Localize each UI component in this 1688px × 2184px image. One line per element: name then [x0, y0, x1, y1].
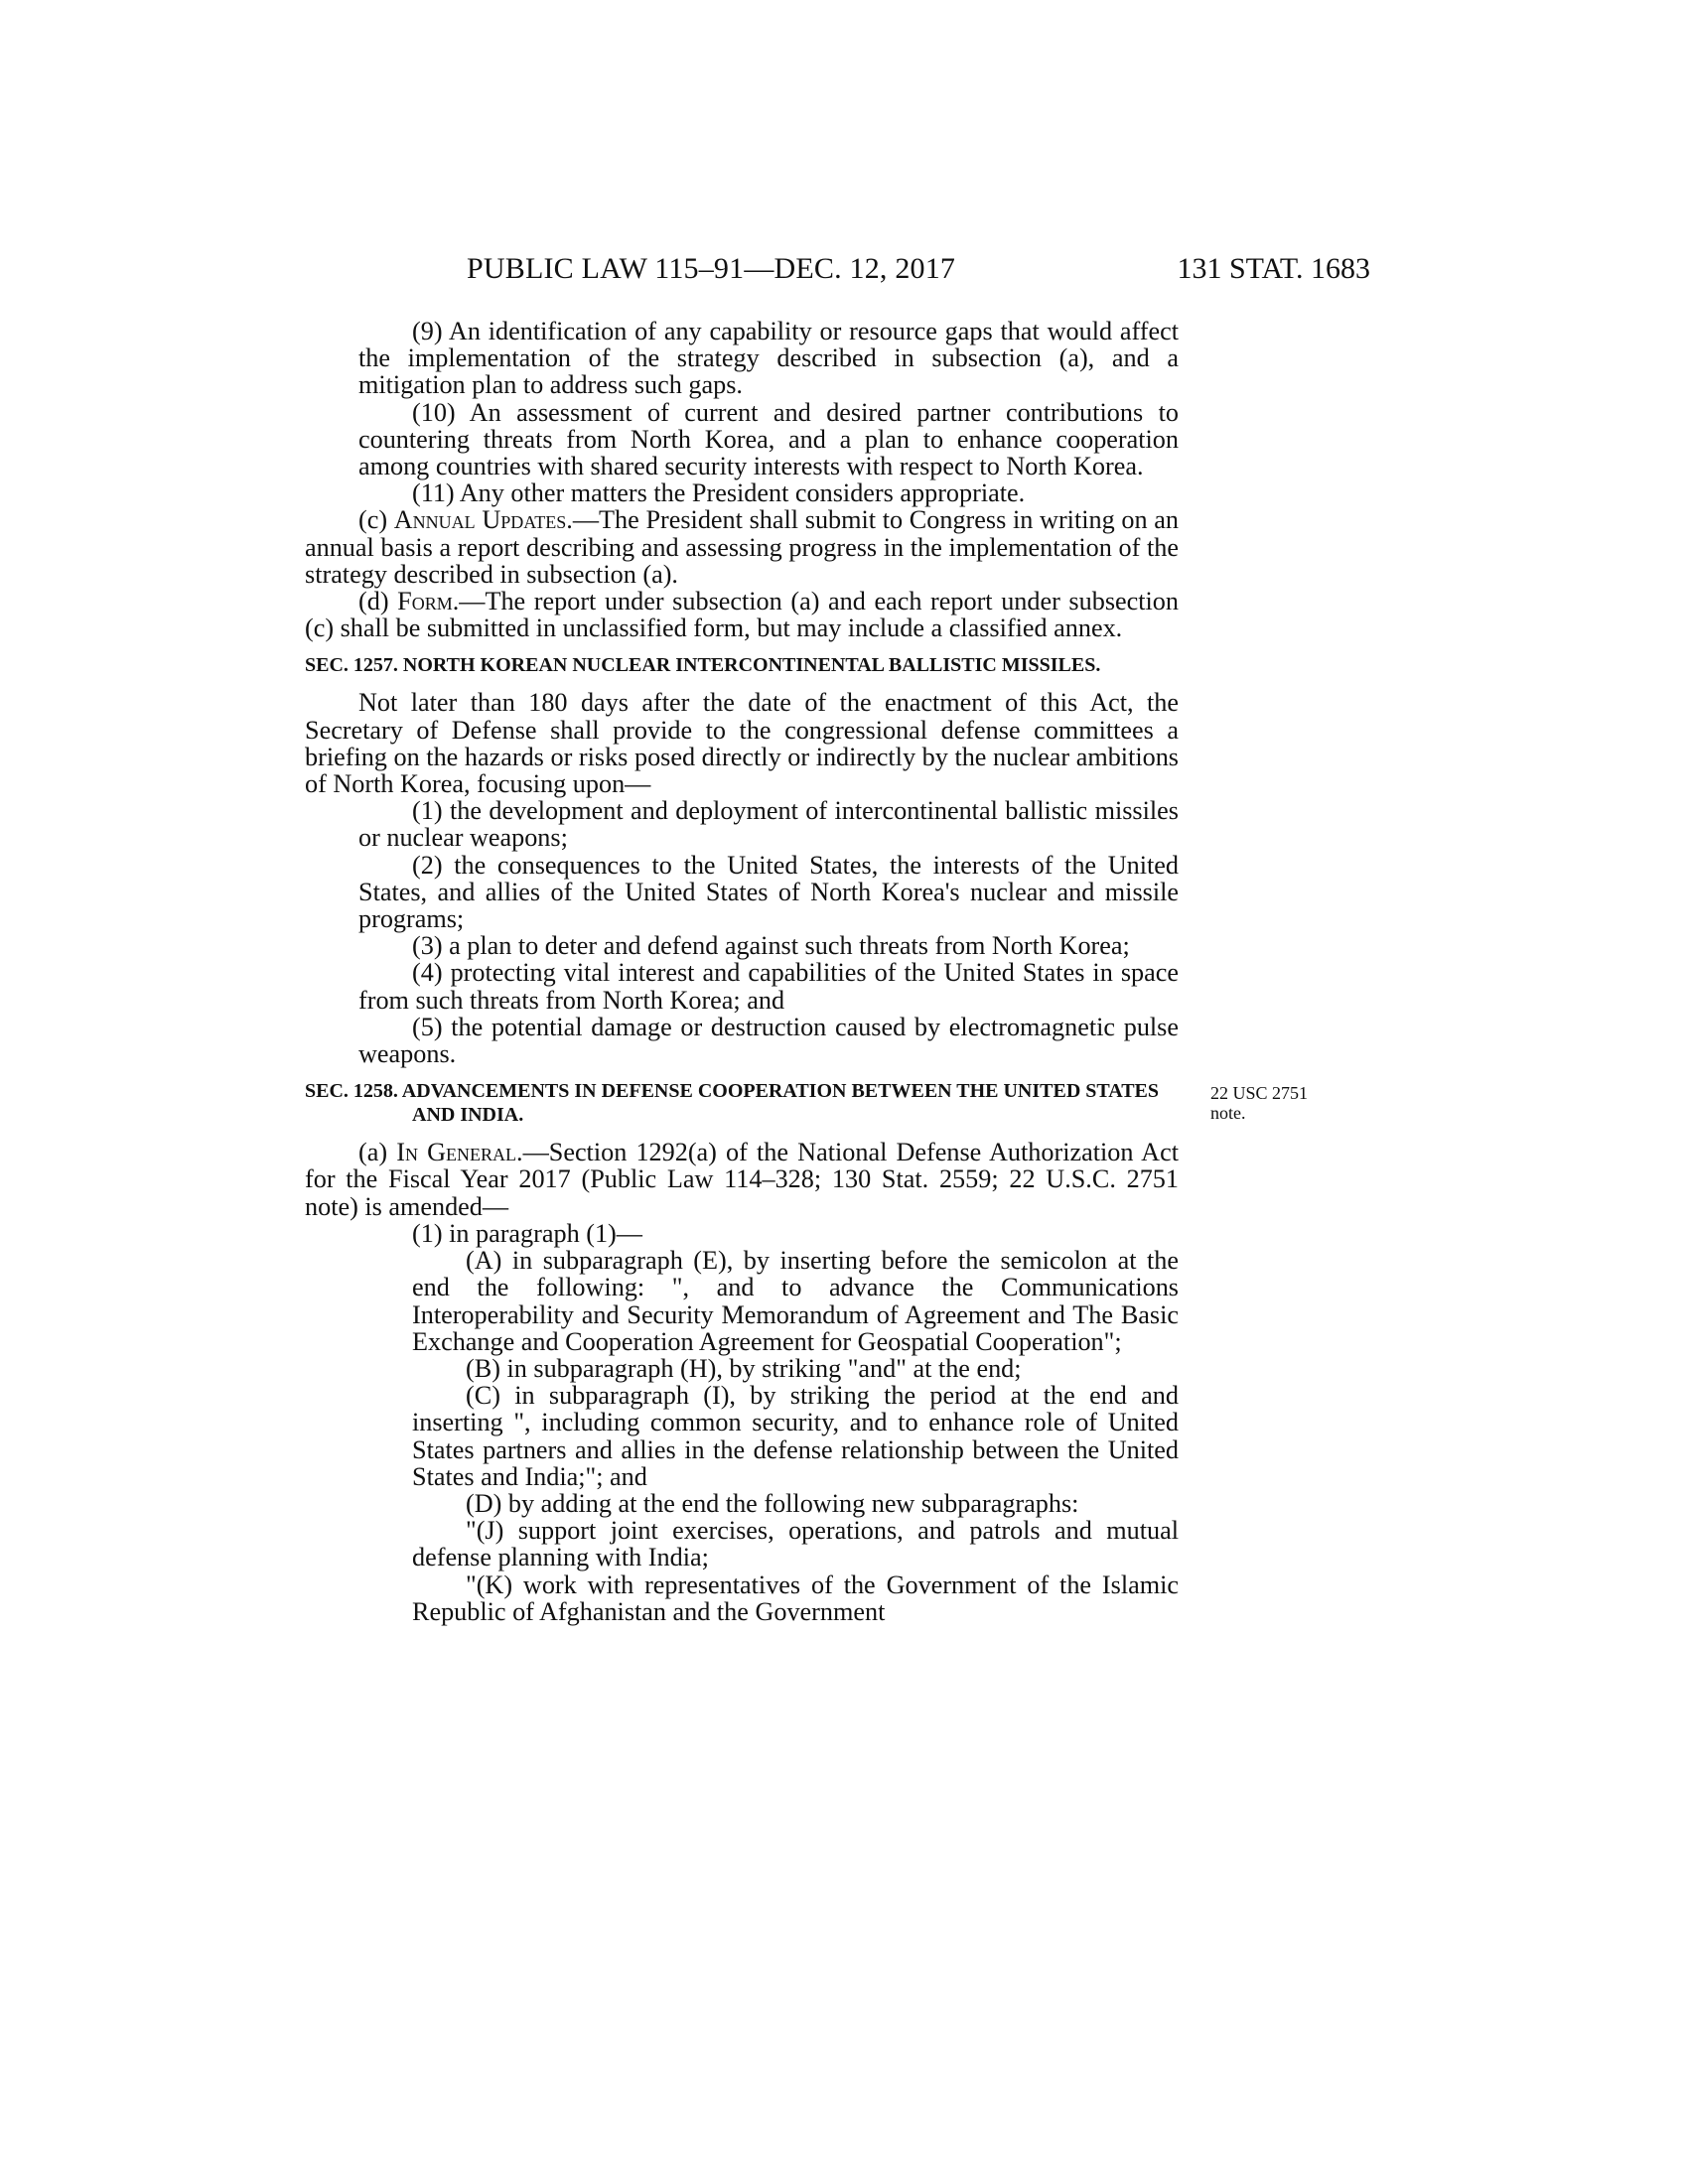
document-body: [305, 317, 1309, 1626]
paragraph-10: (10) An assessment of current and desired partner contributions to countering threats from North Korea, and a plan to enhance cooperation among countries with shared security interests with respect to North Korea.: [358, 397, 1179, 481]
section-1257-item-1: (1) the development and deployment of intercontinental ballistic missiles or nuclear weapons;: [358, 796, 1179, 853]
section-1257-heading: SEC. 1257. NORTH KOREAN NUCLEAR INTERCONTINENTAL BALLISTIC MISSILES.: [305, 654, 1101, 677]
subsection-c-label: (c): [358, 505, 394, 535]
paragraph-9: (9) An identification of any capability or resource gaps that would affect the implementation of the strategy described in subsection (a), and a mitigation plan to address such gaps.: [358, 317, 1179, 400]
subsection-a-heading: In General: [396, 1138, 517, 1167]
section-1258-heading: SEC. 1258. ADVANCEMENTS IN DEFENSE COOPERATION BETWEEN THE UNITED STATES AND INDIA.: [305, 1080, 1160, 1127]
subsection-d-label: (d): [358, 587, 398, 616]
subsection-c-text: .—The President shall submit to Congress in writing on an annual basis a report describing and assessing progress in the implementation of the strategy described in subsection (a).: [305, 505, 1179, 589]
header-stat-citation: 131 STAT. 1683: [1177, 252, 1370, 285]
new-subparagraph-j: "(J) support joint exercises, operations, and patrols and mutual defense planning with India;: [412, 1516, 1179, 1572]
subsection-c-heading: Annual Updates: [393, 505, 567, 535]
amendment-paragraph-1: (1) in paragraph (1)—: [412, 1218, 642, 1248]
subsection-d-heading: Form: [397, 587, 453, 616]
section-1258-subsection-a: [305, 1139, 1179, 1220]
subsection-c: [305, 506, 1179, 588]
new-subparagraph-k: "(K) work with representatives of the Government of the Islamic Republic of Afghanistan and the Government: [412, 1570, 1179, 1626]
header-title: PUBLIC LAW 115–91—DEC. 12, 2017: [467, 252, 956, 285]
margin-note-usc: 22 USC 2751 note.: [1210, 1083, 1309, 1124]
section-1257-item-5: (5) the potential damage or destruction caused by electromagnetic pulse weapons.: [358, 1012, 1179, 1069]
subsection-a-label: (a): [358, 1138, 397, 1167]
amendment-subparagraph-d: (D) by adding at the end the following new subparagraphs:: [466, 1488, 1079, 1518]
section-1257-item-2: (2) the consequences to the United States, the interests of the United States, and allies of the United States of North Korea's nuclear and missile programs;: [358, 850, 1179, 934]
section-1257-intro: Not later than 180 days after the date of the enactment of this Act, the Secretary of Defense shall provide to the congressional defense committees a briefing on the hazards or risks posed directly or indirectly by the nuclear ambitions of North Korea, focusing upon—: [305, 688, 1179, 799]
section-1258-heading-block: [305, 1079, 1309, 1127]
amendment-subparagraph-b: (B) in subparagraph (H), by striking "and" at the end;: [466, 1353, 1022, 1383]
subsection-d-text: .—The report under subsection (a) and each report under subsection (c) shall be submitted in unclassified form, but may include a classified annex.: [305, 587, 1179, 643]
paragraph-11: (11) Any other matters the President considers appropriate.: [412, 478, 1026, 508]
section-1257-item-4: (4) protecting vital interest and capabilities of the United States in space from such threats from North Korea; and: [358, 958, 1179, 1015]
subsection-a-text: .—Section 1292(a) of the National Defense Authorization Act for the Fiscal Year 2017 (Public Law 114–328; 130 Stat. 2559; 22 U.S.C. 2751 note) is amended—: [305, 1138, 1179, 1221]
page-header: [467, 252, 1370, 292]
amendment-subparagraph-a: (A) in subparagraph (E), by inserting before the semicolon at the end the following: ", and to advance the Communications Interoperability and Security Memorandum of Agreement and The Basic Exchange and Cooperation Agreement for Geospatial Cooperation";: [412, 1246, 1179, 1356]
subsection-d: [305, 588, 1179, 641]
amendment-subparagraph-c: (C) in subparagraph (I), by striking the period at the end and inserting ", including common security, and to enhance role of United States partners and allies in the defense relationship between the United States and India;"; and: [412, 1381, 1179, 1491]
section-1257-item-3: (3) a plan to deter and defend against such threats from North Korea;: [412, 931, 1130, 961]
